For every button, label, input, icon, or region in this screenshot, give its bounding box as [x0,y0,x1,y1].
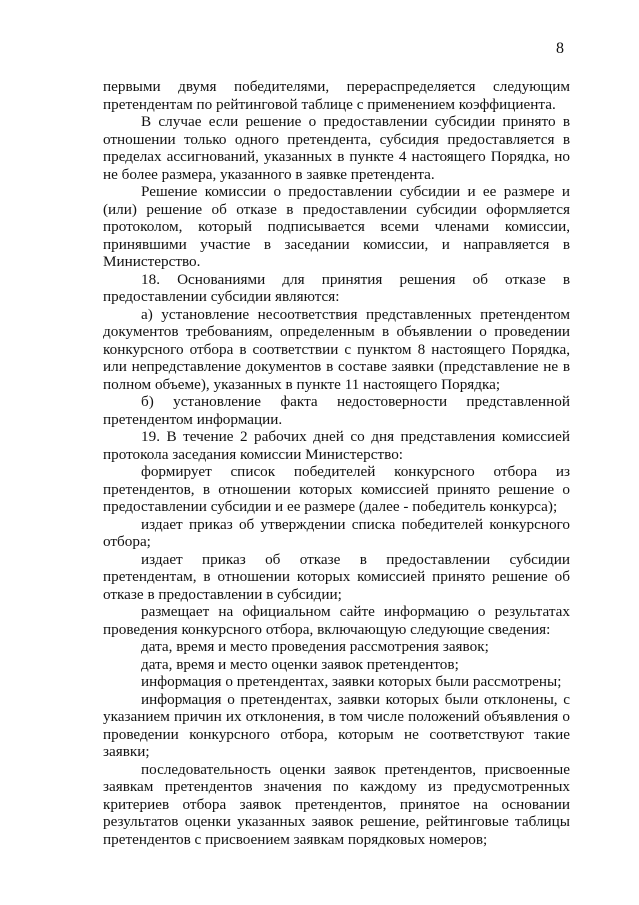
paragraph-single-applicant: В случае если решение о предоставлении субсидии принято в отношении только одного претендента, субсидия предоставляется в пределах ассигнований, указанных в пункте 4 настоящего Порядка, но не более размера, указанного в заявке претендента. [103,113,570,183]
paragraph-publish-results: размещает на официальном сайте информацию о результатах проведения конкурсного отбора, включающую следующие сведения: [103,603,570,638]
paragraph-item-18: 18. Основаниями для принятия решения об отказе в предоставлении субсидии являются: [103,270,570,305]
paragraph-redistribution: первыми двумя победителями, перераспределяется следующим претендентам по рейтинговой таблице с применением коэффициента. [103,78,570,113]
paragraph-evaluation-sequence: последовательность оценки заявок претендентов, присвоенные заявкам претендентов значения по каждому из предусмотренных критериев отбора заявок претендентов, принятое на основании результатов оценки указанных заявок решение, рейтинговые таблицы претендентов с присвоением заявкам порядковых номеров; [103,760,570,848]
paragraph-rejected-applicants: информация о претендентах, заявки которых были отклонены, с указанием причин их отклонения, в том числе положений объявления о проведении конкурсного отбора, которым не соответствуют такие заявки; [103,690,570,760]
document-body [103,78,570,848]
paragraph-item-19: 19. В течение 2 рабочих дней со дня представления комиссией протокола заседания комиссии Министерство: [103,428,570,463]
paragraph-refusal-order: издает приказ об отказе в предоставлении субсидии претендентам, в отношении которых комиссией принято решение об отказе в предоставлении в субсидии; [103,550,570,603]
paragraph-winners-list: формирует список победителей конкурсного отбора из претендентов, в отношении которых комиссией принято решение о предоставлении субсидии и ее размере (далее - победитель конкурса); [103,463,570,515]
paragraph-reviewed-applicants: информация о претендентах, заявки которых были рассмотрены; [141,673,562,690]
paragraph-review-date: дата, время и место проведения рассмотрения заявок; [141,638,489,655]
paragraph-item-18a: а) установление несоответствия представленных претендентом документов требованиям, определенным в объявлении о проведении конкурсного отбора в соответствии с пунктом 8 настоящего Порядка, или непредставление документов в составе заявки (представление не в полном объеме), указанных в пункте 11 настоящего Порядка; [103,305,570,393]
paragraph-item-18b: б) установление факта недостоверности представленной претендентом информации. [103,393,570,428]
paragraph-commission-decision: Решение комиссии о предоставлении субсидии и ее размере и (или) решение об отказе в предоставлении субсидии оформляется протоколом, который подписывается всеми членами комиссии, принявшими участие в заседании комиссии, и направляется в Министерство. [103,183,570,270]
page-number: 8 [556,40,564,57]
paragraph-approval-order: издает приказ об утверждении списка победителей конкурсного отбора; [103,515,570,550]
paragraph-evaluation-date: дата, время и место оценки заявок претендентов; [141,655,459,673]
